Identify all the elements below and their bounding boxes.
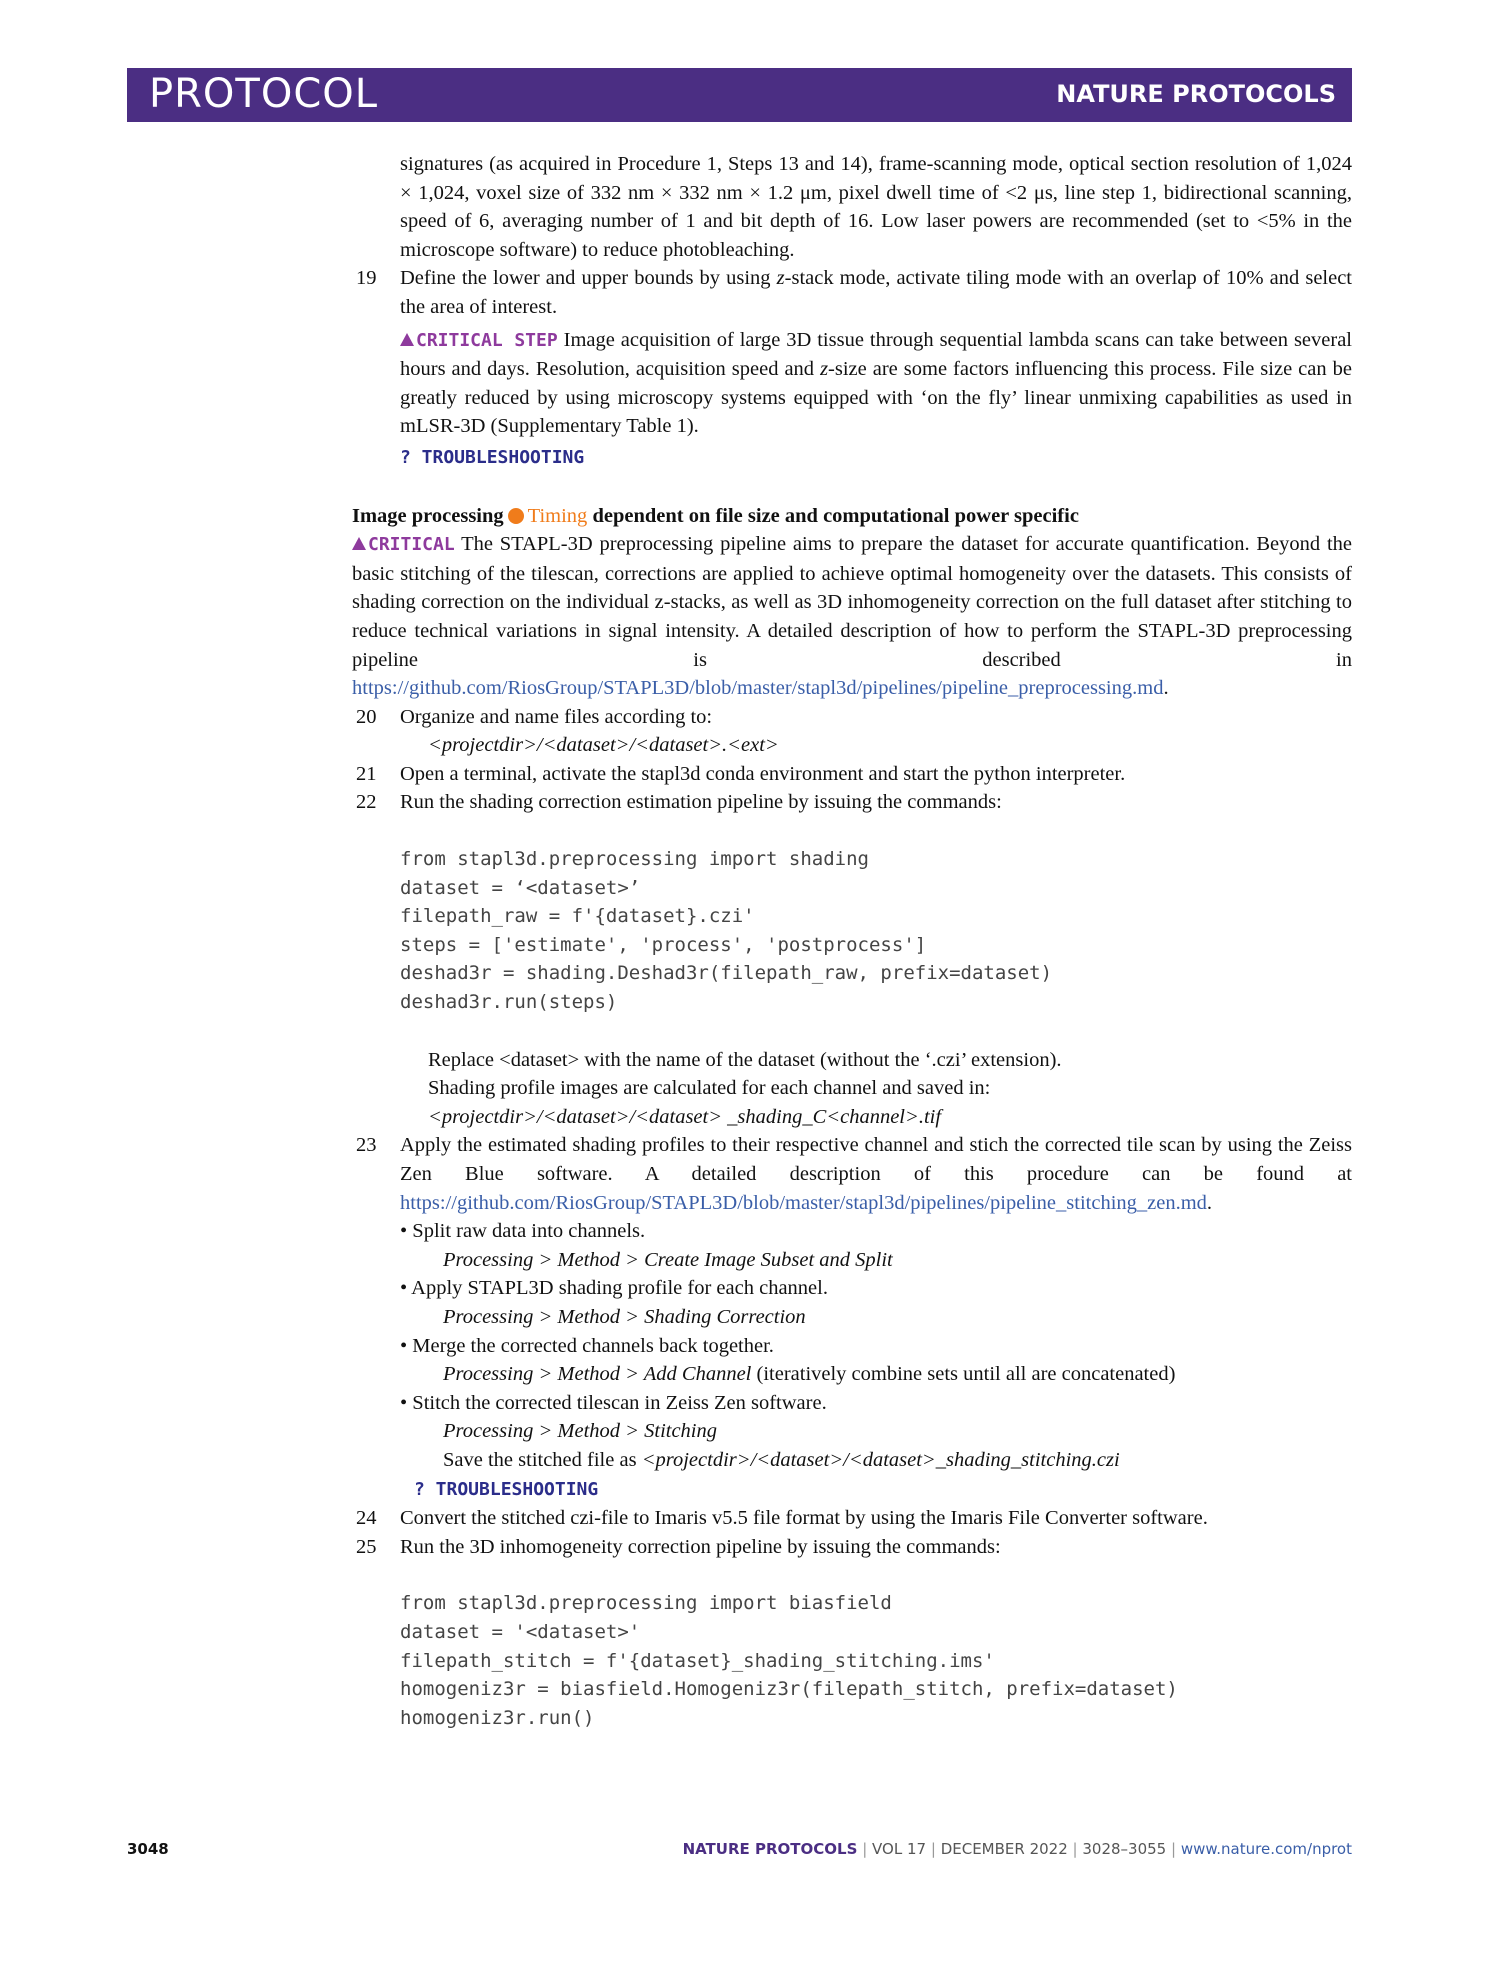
bullet-item: • Merge the corrected channels back together. (400, 1334, 774, 1357)
code-block-shading: from stapl3d.preprocessing import shading dataset = ‘<dataset>’ filepath_raw = f'{dataset}.czi' steps = ['estimate', 'process', 'postprocess'] deshad3r = shading.Deshad3r(filepath_raw, prefix=dataset) deshad3r.run(steps) (400, 848, 1053, 1014)
step-number: 19 (356, 267, 377, 290)
section-label: PROTOCOL (149, 71, 379, 117)
file-path: <projectdir>/<dataset>/<dataset>.<ext> (428, 734, 779, 757)
journal-url[interactable]: www.nature.com/nprot (1180, 1840, 1352, 1858)
header-banner (127, 68, 1352, 122)
step-24: 24 Convert the stitched czi-file to Imaris v5.5 file format by using the Imaris File Converter software. (356, 1507, 1208, 1530)
stitching-link[interactable]: https://github.com/RiosGroup/STAPL3D/blob/master/stapl3d/pipelines/pipeline_stitching_zen.md (400, 1191, 1207, 1214)
step-20: 20 Organize and name files according to: <projectdir>/<dataset>/<dataset>.<ext> (356, 705, 779, 757)
bullet-item: • Apply STAPL3D shading profile for each channel. (400, 1277, 828, 1300)
image-processing-section (352, 502, 1352, 703)
code-block-biasfield: from stapl3d.preprocessing import biasfield dataset = '<dataset>' filepath_stitch = f'{dataset}_shading_stitching.ims' homogeniz3r = biasfield.Homogeniz3r(filepath_stitch, prefix=dataset) homogeniz3r.run() (400, 1592, 1178, 1729)
critical-step-note: CRITICAL STEP Image acquisition of large 3D tissue through sequential lambda scans can take between several hours and days. Resolution, acquisition speed and z-size are some factors influencing this process. File size can be greatly reduced by using microscopy systems equipped with ‘on the fly’ linear unmixing capabilities as used in mLSR-3D (Supplementary Table 1). (400, 328, 1352, 438)
menu-path: Processing > Method > Stitching (443, 1420, 718, 1443)
menu-path: Processing > Method > Create Image Subset and Split (443, 1248, 893, 1271)
step-22: 22 Run the shading correction estimation pipeline by issuing the commands: from stapl3d.preprocessing import shading dataset = ‘<dataset>’ filepath_raw = f'{dataset}.czi' steps = ['estimate', 'process', 'postprocess'] deshad3r = shading.Deshad3r(filepath_raw, prefix=dataset) deshad3r.run(steps) Replace <dataset> with the name of the dataset (without the ‘.czi’ extension). Shading profile images are calculated for each channel and saved in: <projectdir>/<dataset>/<dataset> _shading_C<channel>.tif (400, 788, 1352, 1131)
timing-dot-icon (508, 508, 524, 524)
citation: NATURE PROTOCOLS | VOL 17 | DECEMBER 2022 | 3028–3055 | www.nature.com/nprot (682, 1840, 1352, 1858)
bullet-item: • Stitch the corrected tilescan in Zeiss Zen software. (400, 1391, 827, 1414)
menu-path: Processing > Method > Shading Correction (443, 1305, 806, 1328)
step-19: 19 Define the lower and upper bounds by using z-stack mode, activate tiling mode with an overlap of 10% and select the area of interest. CRITICAL STEP Image acquisition of large 3D tissue through sequential lambda scans can take between several hours and days. Resolution, acquisition speed and z-size are some factors influencing this process. File size can be greatly reduced by using microscopy systems equipped with ‘on the fly’ linear unmixing capabilities as used in mLSR-3D (Supplementary Table 1). ? TROUBLESHOOTING (400, 264, 1352, 472)
page-number: 3048 (127, 1840, 169, 1858)
troubleshooting-link[interactable]: ? TROUBLESHOOTING (414, 1478, 599, 1500)
preprocessing-link[interactable]: https://github.com/RiosGroup/STAPL3D/blob/master/stapl3d/pipelines/pipeline_preprocessing.md (352, 677, 1164, 700)
timing-label: Timing (527, 504, 588, 527)
critical-label: CRITICAL (368, 534, 455, 556)
critical-note: CRITICAL The STAPL-3D preprocessing pipeline aims to prepare the dataset for accurate quantification. Beyond the basic stitching of the tilescan, corrections are applied to achieve optimal homogeneity over the datasets. This consists of shading correction on the individual z-stacks, as well as 3D inhomogeneity correction on the full dataset after stitching to reduce technical variations in signal intensity. A detailed description of how to perform the STAPL-3D preprocessing pipeline is described in https://github.com/RiosGroup/STAPL3D/blob/master/stapl3d/pipelines/pipeline_preprocessing.md. (352, 533, 1352, 700)
menu-path: Processing > Method > Add Channel (443, 1363, 752, 1386)
step-21: 21 Open a terminal, activate the stapl3d conda environment and start the python interpreter. (356, 762, 1126, 785)
step-25: 25 Run the 3D inhomogeneity correction pipeline by issuing the commands: from stapl3d.preprocessing import biasfield dataset = '<dataset>' filepath_stitch = f'{dataset}_shading_stitching.ims' homogeniz3r = biasfield.Homogeniz3r(filepath_stitch, prefix=dataset) homogeniz3r.run() (400, 1533, 1352, 1733)
paragraph-continuation: signatures (as acquired in Procedure 1, Steps 13 and 14), frame-scanning mode, optical section resolution of 1,024 × 1,024, voxel size of 332 nm × 332 nm × 1.2 μm, pixel dwell time of <2 μs, line step 1, bidirectional scanning, speed of 6, averaging number of 1 and bit depth of 16. Low laser powers are recommended (set to <5% in the microscope software) to reduce photobleaching. (400, 153, 1352, 261)
troubleshooting-link[interactable]: ? TROUBLESHOOTING (400, 446, 585, 468)
warning-triangle-icon (400, 333, 414, 346)
journal-name: NATURE PROTOCOLS (1056, 80, 1336, 108)
step-23: 23 Apply the estimated shading profiles to their respective channel and stich the corrected tile scan by using the Zeiss Zen Blue software. A detailed description of this procedure can be found at https://github.com/RiosGroup/STAPL3D/blob/master/stapl3d/pipelines/pipeline_stitching_zen.md. • Split raw data into channels. Processing > Method > Create Image Subset and Split • Apply STAPL3D shading profile for each channel. Processing > Method > Shading Correction • Merge the corrected channels back together. Processing > Method > Add Channel (iteratively combine sets until all are concatenated) • Stitch the corrected tilescan in Zeiss Zen software. Processing > Method > Stitching Save the stitched file as <projectdir>/<dataset>/<dataset>_shading_stitching.czi ? TROUBLESHOOTING (356, 1134, 1352, 1500)
main-content (352, 150, 1353, 1732)
section-heading: Image processing (352, 504, 504, 527)
bullet-item: • Split raw data into channels. (400, 1220, 646, 1243)
critical-step-label: CRITICAL STEP (416, 329, 558, 351)
file-path: <projectdir>/<dataset>/<dataset>_shading_stitching.czi (641, 1448, 1120, 1471)
warning-triangle-icon (352, 537, 366, 550)
file-path: <projectdir>/<dataset>/<dataset> _shading_C<channel>.tif (428, 1105, 942, 1128)
timing-text: dependent on file size and computational power specific (592, 504, 1079, 527)
